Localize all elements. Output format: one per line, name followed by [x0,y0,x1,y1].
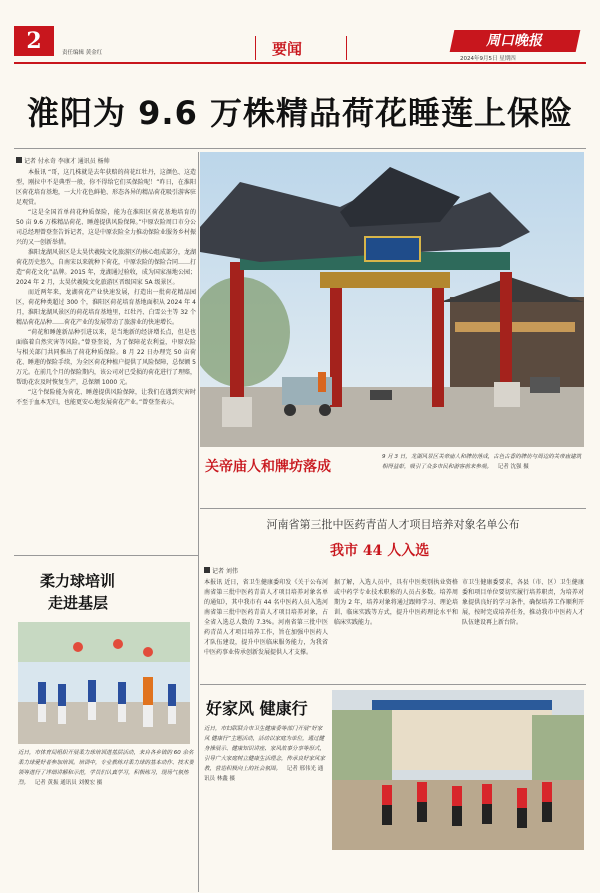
talent-col-1: 本报讯 近日，省卫生健康委印发《关于公布河南省第三批中医药青苗人才项目培养对象名单的通知》，其中我市有 44 名中医药人员入选河南省第三批中医药青苗人才项目培养对象，占全省入选总人数的 7.3%。河南省第三批中医药青苗人才项目培养工作，旨在加强中医药人才队伍建设，提升中医临床服务能力，为我省中医药事业传承创新发展提供人才支撑。 [204,579,328,656]
page-headline: 淮阳为 9.6 万株精品荷花睡莲上保险 [27,94,573,132]
section-divider [200,508,586,509]
archway-photo [200,152,584,447]
feature2-caption [204,724,326,874]
photo-caption-body: 9 月 3 日，龙湖风景区关帝庙人和牌坊落成，古色古香的牌坊与周边的关帝庙建筑相得益彰，吸引了众多市民和游客前来参观。 [382,454,582,470]
photo-caption-credit: 记者 沈强 摄 [497,464,529,470]
lead-article-body [16,168,196,548]
lead-paragraph: “这个保险能为荷花、睡莲提供风险保障，让我们在遇到灾害时不至于血本无归，也能更安心地发展荷花产业。”曾登奎表示。 [16,389,196,406]
lead-paragraph: 淮阳龙湖风景区是太昊伏羲陵文化旅游区的核心组成部分，龙湖荷花历史悠久，自南宋以来就种下荷花，中原农险的保险合同……打造“荷花文化”品牌。2015 年，龙湖通过验收，成为国家湿地公园；2024 年 2 月，太昊伏羲陵文化旅游区晋级国家 5A 级景区。 [16,249,196,286]
feature2-rule [200,684,586,685]
feature1-caption-text: 近日，市体育局组织开展柔力球培训进基层活动，来自各乡镇的 60 余名柔力球爱好者参加培训。培训中，专业教练对柔力球的基本动作、技术要领等进行了详细讲解和示范，学员们认真学习，积极练习，现场气氛热烈。 [18,750,194,786]
section-title: 要闻 [272,40,303,58]
byline-marker-icon [16,157,22,163]
page-number: 2 [14,26,54,56]
talent-col-3: 市卫生健康委要求，各县（市、区）卫生健康委和项目单位要切实履行培养职责，为培养对象提供良好的学习条件，确保培养工作顺利开展，按时完成培养任务，推动我市中医药人才队伍建设再上新台阶。 [462,579,584,626]
issue-date: 2024年9月5日 星期四 [460,56,516,62]
feature1-title-line1: 柔力球培训 [40,572,116,590]
lead-paragraph: 而近两年来，龙湖荷花产业快速发展，打造出一批荷花精品园区，荷花种类超过 300 个，淮阳区荷花培育基地面积从 2024 年 4 月，淮阳龙湖风景区的荷花培育基地里，红牡丹、白雪公主等 32 个精品荷花品种……荷花产业的发展带动了旅游业的快速增长。 [16,289,196,326]
feature2-caption-text: 近日，市妇联联合市卫生健康委等部门开展“好家风 健康行”主题活动，活动以家庭为单位，通过健身操展示、健康知识讲座、家风故事分享等形式，引导广大家庭树立健康生活理念，传承良好家风家教，营造积极向上的社会氛围。 [204,726,326,772]
rouliqiu-photo [18,622,190,744]
newspaper-logo: 周口晚报 [450,30,581,52]
talent-byline [204,566,238,575]
talent-col-2: 据了解，入选人员中，具有中医类别执业资格或中药学专业技术职称的人员占多数。培养周期为 2 年，培养对象将通过跟师学习、理论培训、临床实践等方式，提升中医药理论水平和临床实践能力。 [334,579,458,626]
headline-rule [14,148,586,149]
talent-kicker: 河南省第三批中医药青苗人才项目培养对象名单公布 [266,518,520,531]
feature2-title: 好家风 健康行 [206,699,308,718]
talent-byline-text: 记者 刘伟 [212,568,238,575]
lead-paragraph: “这是全国首单荷花种质保险，能为在淮阳区荷花基地培育的 50 亩 9.6 万株精品荷花、睡莲提供风险保障。”中原农险周口市分公司总经理曾登奎告诉记者，这是中原农险全力推动保险业服务乡村振兴的又一创新举措。 [16,209,196,246]
feature1-title-line2: 走进基层 [48,594,109,612]
photo-caption-text [382,452,582,472]
feature1-rule [14,555,198,556]
masthead-rule [14,62,586,64]
feature2-credit: 记者 邢伟光 通讯员 林鑫 摄 [204,766,324,782]
feature1-caption [18,748,194,868]
column-divider [198,152,199,892]
talent-headline: 我市 44 人入选 [330,543,430,559]
editor-credit: 责任编辑 黄金红 [62,50,103,56]
lead-byline-text: 记者 付永奇 李康才 通讯员 杨帅 [24,158,110,165]
photo-caption-title: 关帝庙人和牌坊落成 [205,459,331,475]
byline-marker-icon [204,567,210,573]
lead-paragraph: 本报讯 “哥，这几株就是去年获赔的荷花红牡丹，这颜色、这造型，刚拉中不是典型一般，你不得给它们买保险呢！”昨日，在淮阳区荷花培育基地，一大片花色鲜艳、形态各异的精品荷花吸引游客驻足观赏。 [16,169,196,206]
family-health-photo [332,690,584,850]
lead-paragraph: “荷花和睡莲新品种引进以来，是当地新的经济增长点，但是也面临着自然灾害等风险。”曾登奎说，为了保障花农利益，中原农险与相关部门共同推出了荷花种质保险。8 月 22 日办理完 50 亩荷花、睡莲的保险手续，为全区荷花种植户提供了风险保障，总保额 5 万元。在前几个月的保险期内，该公司对已受损的荷花进行了理赔，帮助花农及时恢复生产，总保额 1000 元。 [16,329,196,386]
feature1-credit: 记者 黄振 通讯员 刘俊宏 摄 [34,780,103,786]
lead-byline [16,156,110,165]
